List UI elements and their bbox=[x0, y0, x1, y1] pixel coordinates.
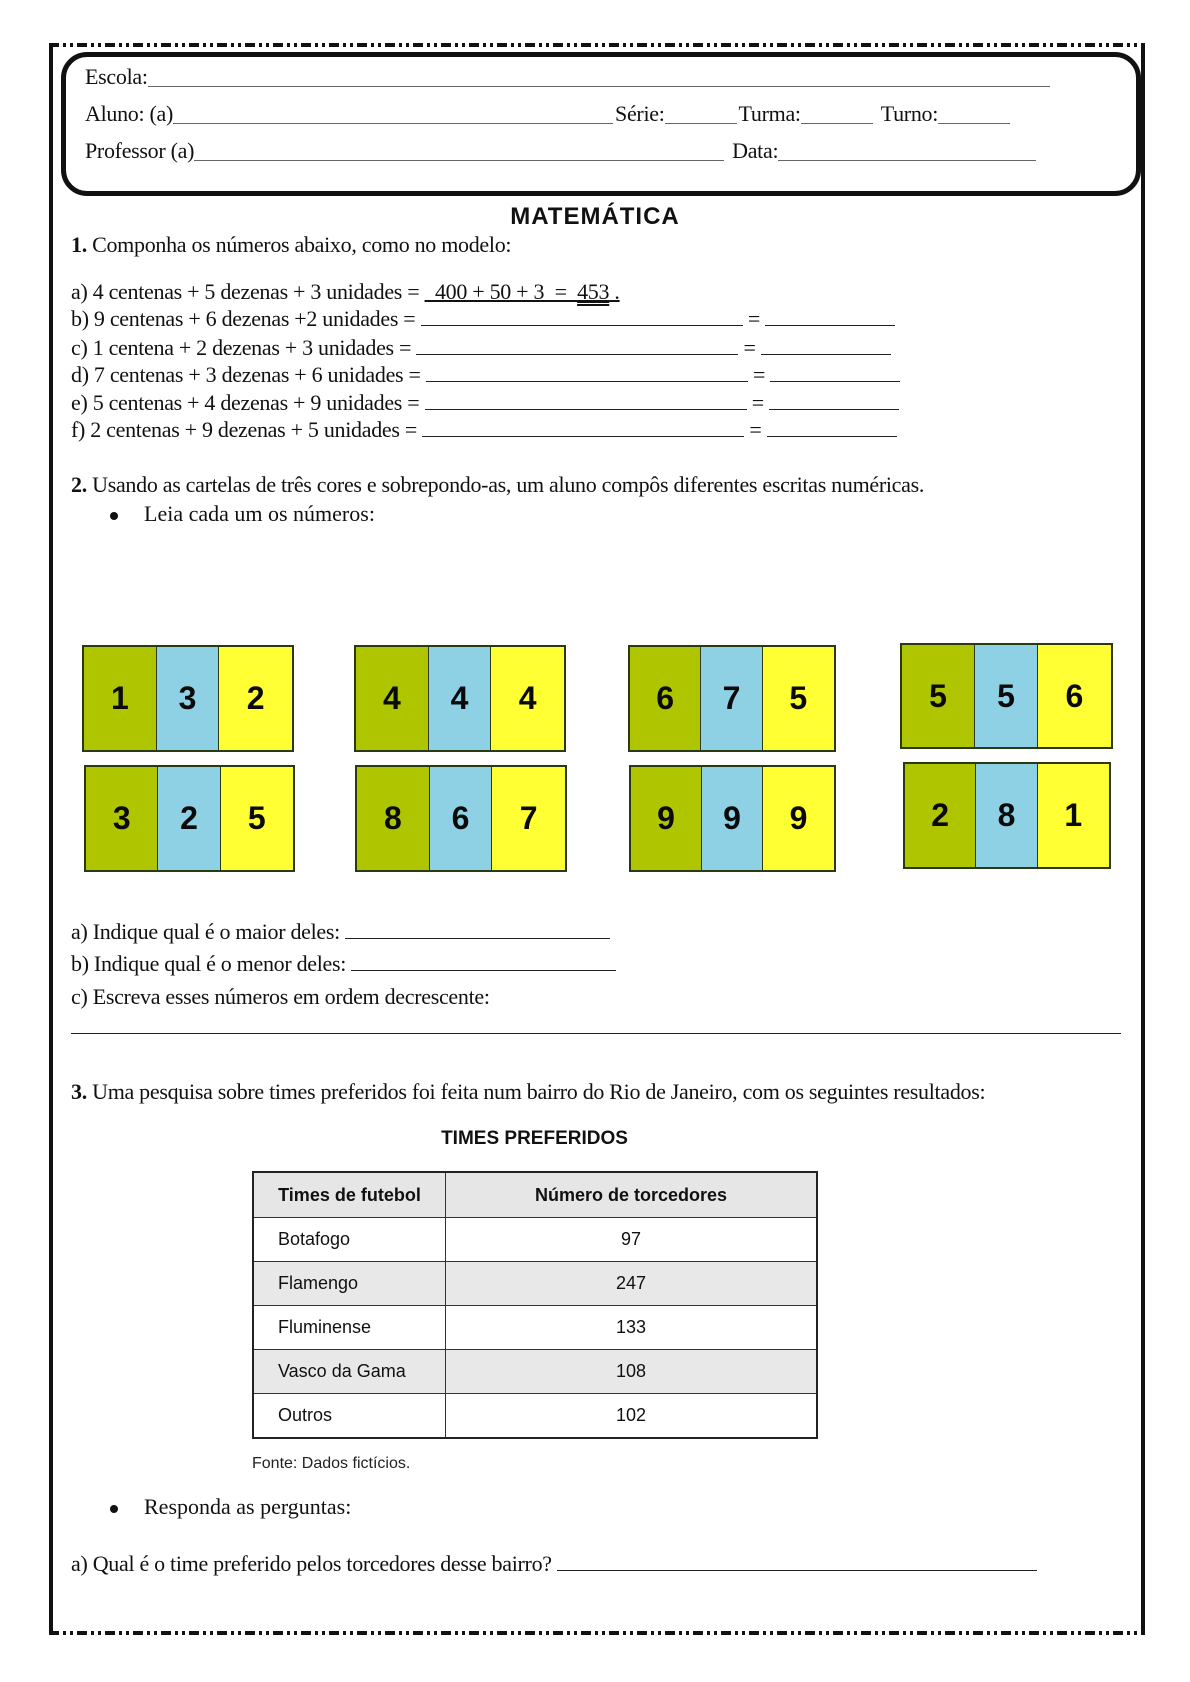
bullet-icon bbox=[110, 512, 118, 520]
q1-model-answer bbox=[425, 279, 620, 304]
teacher-label: Professor (a) bbox=[85, 138, 195, 163]
student-label: Aluno: (a) bbox=[85, 101, 174, 126]
card-tens: 6 bbox=[430, 767, 492, 870]
card-hundreds: 5 bbox=[902, 645, 975, 747]
shift-label: Turno: bbox=[880, 101, 939, 126]
q1-item-c bbox=[71, 335, 891, 361]
q1-number: 1. bbox=[71, 232, 87, 257]
equals-sign: = bbox=[753, 362, 766, 387]
q1-item-label: f) 2 centenas + 9 dezenas + 5 unidades = bbox=[71, 417, 417, 442]
card-tens: 4 bbox=[429, 647, 491, 750]
q1-b-result-field[interactable] bbox=[765, 307, 895, 326]
q2-prompt-text: Usando as cartelas de três cores e sobrepondo-as, um aluno compôs diferentes escritas numéricas. bbox=[92, 472, 925, 497]
fan-count: 133 bbox=[446, 1306, 818, 1350]
q2-question-b-text: b) Indique qual é o menor deles: bbox=[71, 951, 347, 976]
q2-question-a bbox=[71, 919, 610, 945]
q1-e-expression-field[interactable] bbox=[425, 391, 747, 410]
q2-largest-answer-field[interactable] bbox=[345, 920, 610, 939]
team-name: Botafogo bbox=[253, 1218, 446, 1262]
equals-sign: = bbox=[751, 390, 764, 415]
q1-d-expression-field[interactable] bbox=[426, 363, 748, 382]
fan-count: 97 bbox=[446, 1218, 818, 1262]
team-name: Fluminense bbox=[253, 1306, 446, 1350]
q1-item-label: a) 4 centenas + 5 dezenas + 3 unidades = bbox=[71, 279, 420, 304]
q1-f-expression-field[interactable] bbox=[422, 418, 744, 437]
q2-bullet bbox=[110, 501, 375, 527]
shift-field[interactable] bbox=[938, 105, 1010, 124]
fan-count: 102 bbox=[446, 1394, 818, 1439]
equals-sign: = bbox=[749, 417, 762, 442]
table-header-row bbox=[253, 1172, 817, 1218]
number-card bbox=[82, 645, 294, 752]
q3-question-a-text: a) Qual é o time preferido pelos torcedores desse bairro? bbox=[71, 1551, 552, 1576]
card-hundreds: 1 bbox=[84, 647, 157, 750]
card-units: 9 bbox=[763, 767, 834, 870]
q1-item-label: c) 1 centena + 2 dezenas + 3 unidades = bbox=[71, 335, 412, 360]
teacher-field[interactable] bbox=[194, 142, 724, 161]
q3-bullet-text: Responda as perguntas: bbox=[144, 1494, 352, 1519]
card-tens: 3 bbox=[157, 647, 219, 750]
q1-item-e bbox=[71, 390, 899, 416]
q2-decreasing-order-field[interactable] bbox=[71, 1033, 1121, 1034]
card-units: 1 bbox=[1038, 764, 1109, 867]
q2-question-c-text: c) Escreva esses números em ordem decrescente: bbox=[71, 984, 490, 1009]
equals-sign: = bbox=[747, 306, 760, 331]
card-hundreds: 4 bbox=[356, 647, 429, 750]
grade-label: Série: bbox=[615, 101, 665, 126]
q1-f-result-field[interactable] bbox=[767, 418, 897, 437]
table-row bbox=[253, 1350, 817, 1394]
q3-prompt-text: Uma pesquisa sobre times preferidos foi feita num bairro do Rio de Janeiro, com os seguintes resultados: bbox=[92, 1079, 986, 1104]
number-card bbox=[903, 762, 1111, 869]
bullet-icon bbox=[110, 1505, 118, 1513]
q2-question-a-text: a) Indique qual é o maior deles: bbox=[71, 919, 340, 944]
card-units: 5 bbox=[221, 767, 293, 870]
q1-c-result-field[interactable] bbox=[761, 336, 891, 355]
q3-prompt bbox=[71, 1079, 985, 1105]
q3-number: 3. bbox=[71, 1079, 87, 1104]
table-row bbox=[253, 1218, 817, 1262]
q2-prompt bbox=[71, 472, 924, 498]
q2-bullet-text: Leia cada um os números: bbox=[144, 501, 375, 526]
card-units: 4 bbox=[491, 647, 564, 750]
card-tens: 5 bbox=[975, 645, 1038, 747]
school-label: Escola: bbox=[85, 64, 148, 89]
table-row bbox=[253, 1306, 817, 1350]
q2-question-b bbox=[71, 951, 616, 977]
q1-item-f bbox=[71, 417, 897, 443]
card-units: 2 bbox=[219, 647, 292, 750]
q2-question-c bbox=[71, 984, 490, 1010]
card-tens: 2 bbox=[158, 767, 220, 870]
q3-bullet bbox=[110, 1494, 351, 1520]
q1-item-label: e) 5 centenas + 4 dezenas + 9 unidades = bbox=[71, 390, 420, 415]
card-units: 7 bbox=[492, 767, 565, 870]
school-row bbox=[85, 64, 1052, 90]
page-title: MATEMÁTICA bbox=[510, 203, 680, 230]
q1-d-result-field[interactable] bbox=[770, 363, 900, 382]
class-field[interactable] bbox=[801, 105, 873, 124]
q3-question-a bbox=[71, 1551, 1037, 1577]
number-card bbox=[629, 765, 836, 872]
column-header-team: Times de futebol bbox=[253, 1172, 446, 1218]
card-hundreds: 3 bbox=[86, 767, 158, 870]
student-row bbox=[85, 101, 1012, 127]
card-hundreds: 2 bbox=[905, 764, 976, 867]
school-field[interactable] bbox=[148, 68, 1050, 87]
q3-favorite-team-field[interactable] bbox=[557, 1552, 1037, 1571]
team-name: Flamengo bbox=[253, 1262, 446, 1306]
card-tens: 8 bbox=[976, 764, 1037, 867]
date-field[interactable] bbox=[778, 142, 1036, 161]
fan-count: 247 bbox=[446, 1262, 818, 1306]
student-field[interactable] bbox=[173, 105, 613, 124]
team-name: Vasco da Gama bbox=[253, 1350, 446, 1394]
q1-item-d bbox=[71, 362, 900, 388]
teams-table bbox=[252, 1171, 818, 1439]
q1-e-result-field[interactable] bbox=[769, 391, 899, 410]
teacher-row bbox=[85, 138, 1038, 164]
class-label: Turma: bbox=[738, 101, 801, 126]
q2-number: 2. bbox=[71, 472, 87, 497]
card-hundreds: 9 bbox=[631, 767, 702, 870]
q1-c-expression-field[interactable] bbox=[416, 336, 738, 355]
column-header-fans: Número de torcedores bbox=[446, 1172, 818, 1218]
table-source: Fonte: Dados fictícios. bbox=[252, 1455, 411, 1472]
fan-count: 108 bbox=[446, 1350, 818, 1394]
q1-prompt bbox=[71, 232, 511, 258]
team-name: Outros bbox=[253, 1394, 446, 1439]
number-card bbox=[628, 645, 836, 752]
card-units: 6 bbox=[1038, 645, 1111, 747]
card-tens: 7 bbox=[701, 647, 762, 750]
q1-item-label: d) 7 centenas + 3 dezenas + 6 unidades = bbox=[71, 362, 421, 387]
q1-item-a bbox=[71, 279, 620, 305]
card-units: 5 bbox=[763, 647, 834, 750]
number-card bbox=[354, 645, 566, 752]
table-title: TIMES PREFERIDOS bbox=[441, 1128, 628, 1149]
number-card bbox=[84, 765, 295, 872]
q1-prompt-text: Componha os números abaixo, como no modelo: bbox=[92, 232, 512, 257]
date-label: Data: bbox=[732, 138, 779, 163]
q1-item-b bbox=[71, 306, 895, 332]
table-row bbox=[253, 1262, 817, 1306]
number-card bbox=[355, 765, 567, 872]
q2-smallest-answer-field[interactable] bbox=[351, 952, 616, 971]
q1-model-expression: 400 + 50 + 3 = bbox=[424, 279, 578, 304]
q1-item-label: b) 9 centenas + 6 dezenas +2 unidades = bbox=[71, 306, 416, 331]
q1-b-expression-field[interactable] bbox=[421, 307, 743, 326]
q1-model-result: 453 bbox=[577, 279, 610, 304]
table-row bbox=[253, 1394, 817, 1439]
card-hundreds: 6 bbox=[630, 647, 701, 750]
card-hundreds: 8 bbox=[357, 767, 430, 870]
card-tens: 9 bbox=[702, 767, 763, 870]
number-card bbox=[900, 643, 1113, 749]
grade-field[interactable] bbox=[665, 105, 737, 124]
equals-sign: = bbox=[743, 335, 756, 360]
q1-model-end: . bbox=[609, 279, 620, 304]
